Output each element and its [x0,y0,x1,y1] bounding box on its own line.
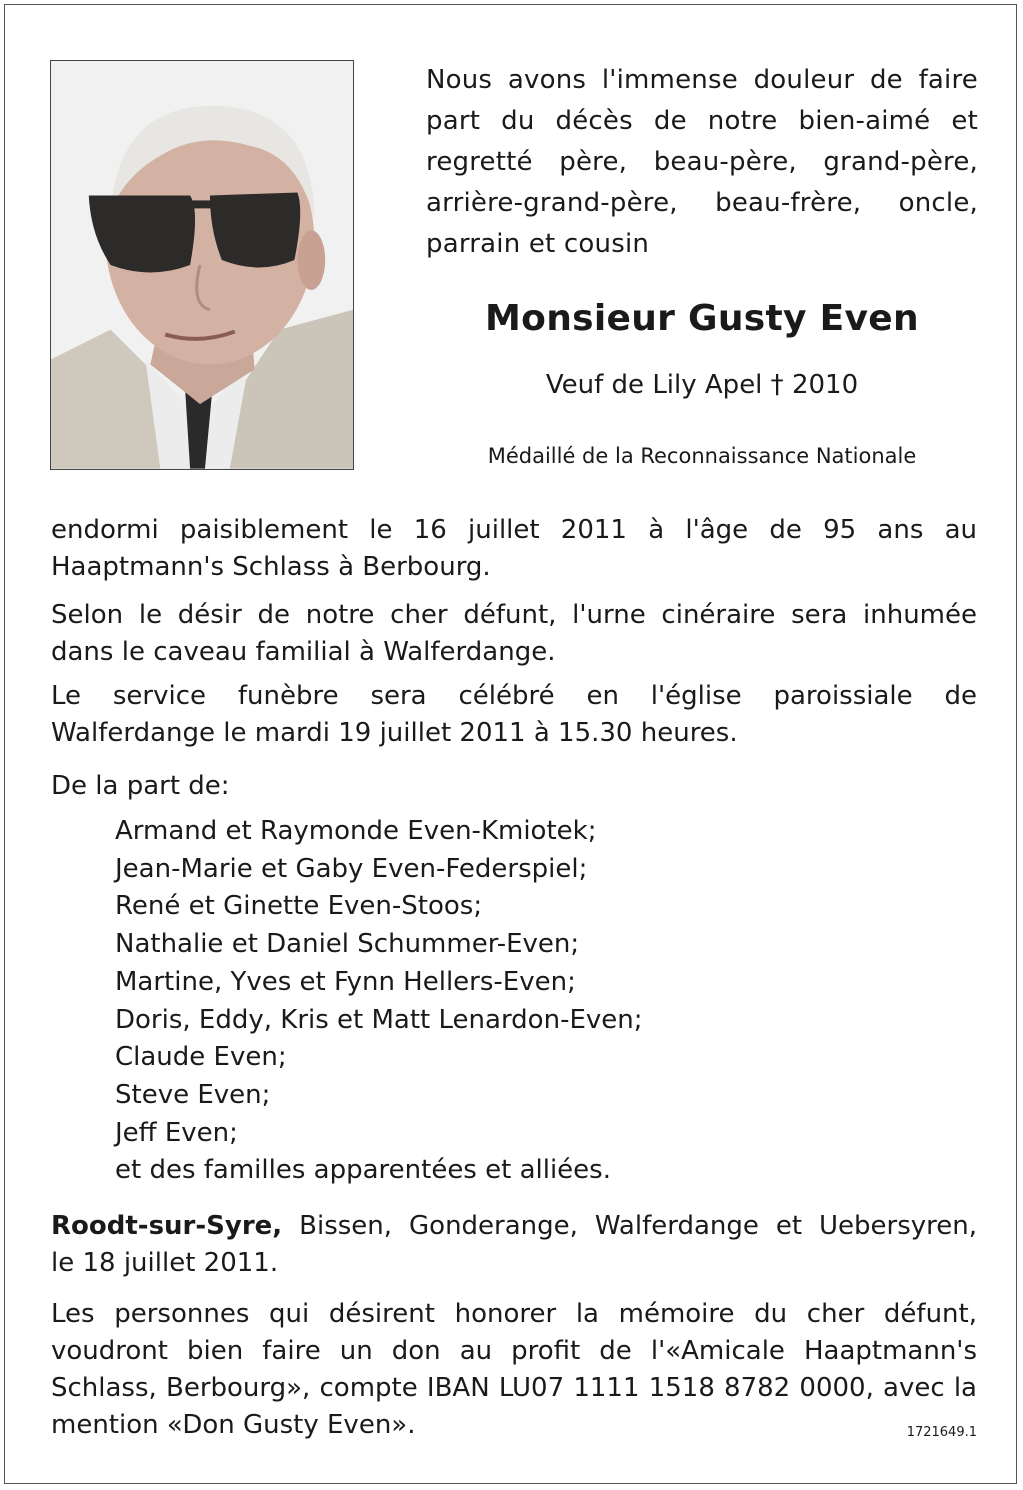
donation-paragraph [51,1296,977,1444]
intro-line: arrière-grand-père, beau-frère, oncle, [426,188,978,218]
paragraph-line: dans le caveau familial à Walferdange. [51,637,556,667]
paragraph-line: voudront bien faire un don au profit de l'«Amicale Haaptmann's [51,1336,977,1366]
widow-line: Veuf de Lily Apel † 2010 [545,370,859,400]
paragraph-line: Schlass, Berbourg», compte IBAN LU07 1111 1518 8782 0000, avec la [51,1373,977,1403]
intro-line: parrain et cousin [426,229,650,259]
portrait-photo [50,60,354,470]
intro-paragraph [426,60,978,265]
de-la-part-heading: De la part de: [51,771,230,801]
intro-line: part du décès de notre bien-aimé et [426,106,978,136]
intro-line: regretté père, beau-père, grand-père, [426,147,978,177]
place-bold: Roodt-sur-Syre, [51,1211,283,1241]
intro-line: Nous avons l'immense douleur de faire [426,65,978,95]
family-member: Martine, Yves et Fynn Hellers-Even; [115,966,576,997]
place-date-paragraph [51,1208,977,1282]
paragraph-line: Les personnes qui désirent honorer la mémoire du cher défunt, [51,1299,977,1329]
paragraph-line: endormi paisiblement le 16 juillet 2011 à l'âge de 95 ans au [51,515,977,545]
reference-number: 1721649.1 [906,1425,977,1440]
medal-line: Médaillé de la Reconnaissance Nationale [487,444,917,468]
place-rest: Bissen, Gonderange, Walferdange et Uebersyren, [282,1211,977,1241]
family-member: Armand et Raymonde Even-Kmiotek; [115,816,597,846]
family-member: Jean-Marie et Gaby Even-Federspiel; [115,853,588,884]
place-line [51,1208,977,1245]
family-list [115,813,643,1190]
family-member: Doris, Eddy, Kris et Matt Lenardon-Even; [115,1004,643,1035]
family-member: Claude Even; [115,1042,287,1073]
family-member: Steve Even; [115,1079,271,1110]
obituary-notice [4,4,1017,1484]
paragraph-line: Haaptmann's Schlass à Berbourg. [51,552,491,582]
date-line: le 18 juillet 2011. [51,1248,279,1278]
death-paragraph [51,512,977,586]
paragraph-line: mention «Don Gusty Even». [51,1410,416,1440]
family-member: René et Ginette Even-Stoos; [115,891,483,922]
family-member: Nathalie et Daniel Schummer-Even; [115,929,580,960]
service-paragraph [51,678,977,752]
paragraph-line: Walferdange le mardi 19 juillet 2011 à 15.30 heures. [51,718,738,748]
paragraph-line: Le service funèbre sera célébré en l'église paroissiale de [51,681,977,711]
deceased-name: Monsieur Gusty Even [485,298,919,339]
family-member: et des familles apparentées et alliées. [115,1155,611,1186]
paragraph-line: Selon le désir de notre cher défunt, l'urne cinéraire sera inhumée [51,600,977,630]
burial-paragraph [51,597,977,671]
family-member: Jeff Even; [115,1117,238,1148]
